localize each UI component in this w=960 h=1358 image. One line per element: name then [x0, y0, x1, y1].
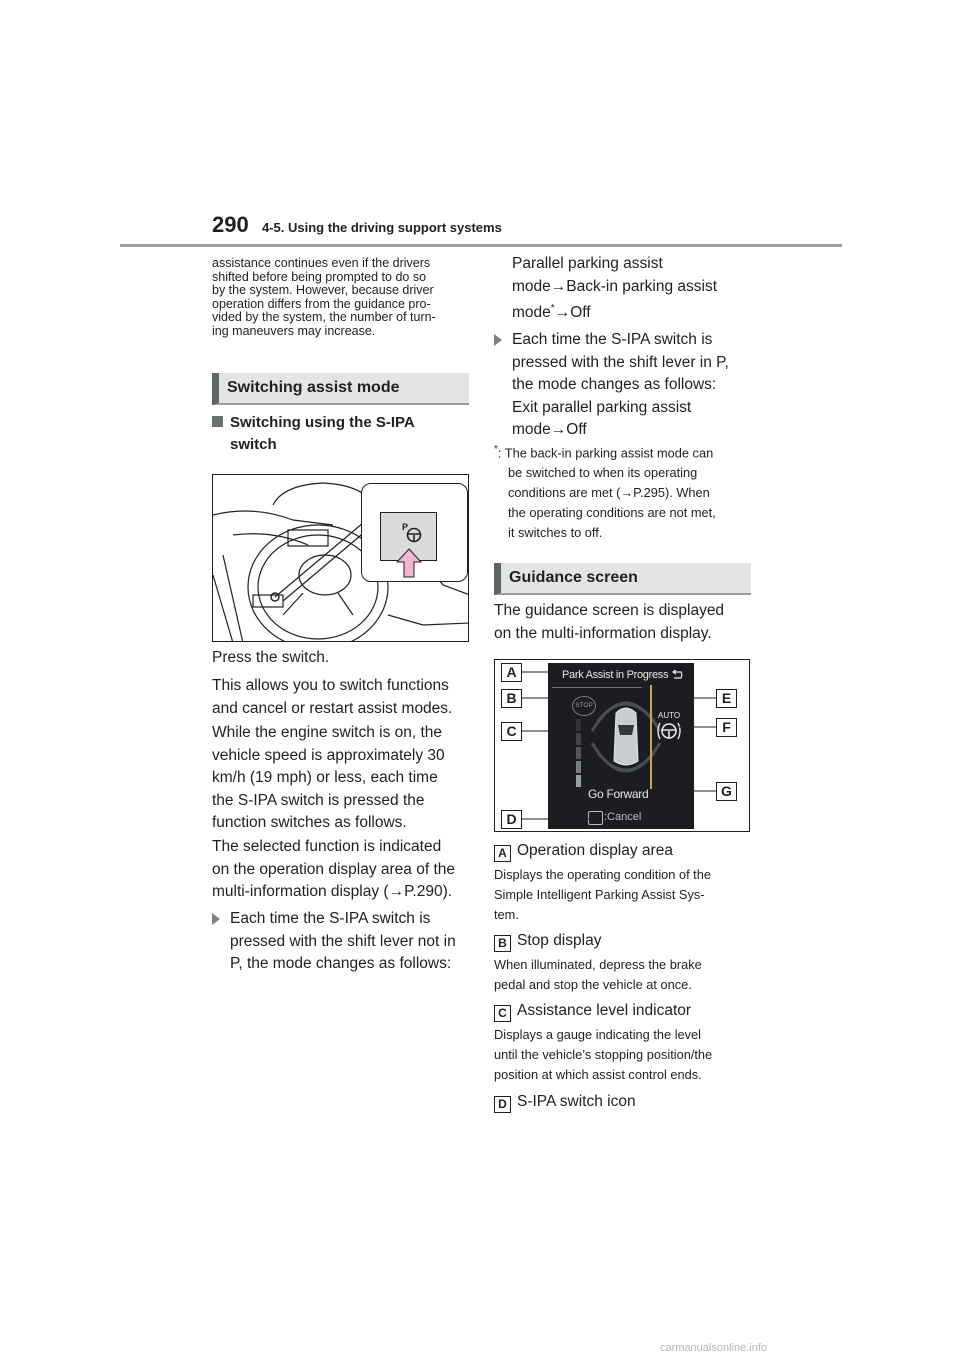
text-line: The selected function is indicated [212, 838, 442, 855]
subheading-line: Switching using the S-IPA [230, 414, 415, 431]
legend-title: Assistance level indicator [517, 1002, 692, 1019]
text-line: P, the mode changes as follows: [230, 955, 452, 972]
text-line: be switched to when its operating [508, 465, 698, 481]
text-line: and cancel or restart assist modes. [212, 699, 453, 717]
header-divider [120, 244, 842, 247]
text-line: The guidance screen is displayed [494, 602, 725, 619]
legend-item-a [494, 840, 756, 925]
text-line: Displays the operating condition of the [494, 867, 711, 882]
switch-location-figure [212, 474, 469, 642]
text-line: Each time the S-IPA switch is [512, 331, 713, 348]
section-title-switching: Switching assist mode [212, 373, 469, 405]
text-line: pressed with the shift lever in P, [512, 353, 729, 371]
section-header-title: 4-5. Using the driving support systems [262, 220, 502, 235]
text-line: When illuminated, depress the brake [494, 957, 702, 972]
legend-title: Operation display area [517, 842, 673, 859]
text-line: Simple Intelligent Parking Assist Sys- [494, 887, 705, 902]
text-line: shifted before being prompted to do so [212, 269, 427, 284]
paragraph-switch-functions [212, 675, 474, 720]
bullet-shift-in-p [494, 329, 756, 442]
text-line: the operating conditions are not met, [508, 505, 716, 521]
text-line: tem. [494, 907, 519, 922]
bullet-shift-not-p-continued [512, 253, 762, 325]
text-line: operation differs from the guidance pro- [212, 296, 431, 311]
legend-title: S-IPA switch icon [517, 1093, 636, 1110]
pointer-arrow-icon [396, 548, 422, 578]
legend-letter: B [494, 935, 511, 952]
callout-c: C [501, 722, 522, 741]
text-line: until the vehicle’s stopping position/the [494, 1047, 713, 1062]
press-switch-text: Press the switch. [212, 649, 330, 666]
callout-b: B [501, 689, 522, 708]
text-line: vided by the system, the number of turn- [212, 310, 436, 324]
steering-wheel-icon [406, 527, 422, 543]
switch-closeup-inset [361, 483, 468, 582]
intro-paragraph [212, 257, 474, 338]
text-line: mode→Back-in parking assist [512, 277, 718, 295]
text-line: assistance continues even if the drivers [212, 256, 431, 270]
text-line: pressed with the shift lever not in [230, 932, 456, 950]
callout-a: A [501, 663, 522, 682]
text-line: This allows you to switch functions [212, 677, 449, 694]
section-title-guidance: Guidance screen [494, 563, 751, 595]
text-line: km/h (19 mph) or less, each time [212, 769, 438, 787]
text-line: function switches as follows. [212, 814, 407, 832]
paragraph-engine-switch [212, 722, 474, 835]
legend-letter: D [494, 1096, 511, 1113]
go-forward-message: Go Forward [588, 787, 649, 801]
cancel-label: :Cancel [604, 811, 642, 823]
park-assist-status: Park Assist in Progress [562, 669, 669, 681]
text-line: by the system. However, because driver [212, 283, 434, 297]
legend-item-b [494, 930, 756, 995]
page-number: 290 [212, 212, 249, 237]
text-fragment: mode [512, 304, 551, 322]
legend-title: Stop display [517, 932, 602, 949]
triangle-bullet-icon [212, 913, 220, 925]
triangle-bullet-icon [494, 334, 502, 346]
text-line: multi-information display (→P.290). [212, 883, 453, 900]
callout-leader-lines [495, 660, 751, 833]
text-line: vehicle speed is approximately 30 [212, 746, 445, 764]
stop-display: STOP [572, 696, 596, 716]
guidance-screen-figure [494, 659, 750, 832]
text-line: on the operation display area of the [212, 860, 456, 878]
text-line: conditions are met (→P.295). When [508, 485, 710, 501]
text-line: position at which assist control ends. [494, 1067, 702, 1082]
text-line: Displays a gauge indicating the level [494, 1027, 702, 1042]
text-line: While the engine switch is on, the [212, 724, 443, 741]
text-fragment: →Off [554, 304, 591, 322]
text-line: ing maneuvers may increase. [212, 323, 376, 338]
text-line: Parallel parking assist [512, 255, 663, 272]
text-line: pedal and stop the vehicle at once. [494, 977, 692, 992]
legend-letter: A [494, 845, 511, 862]
watermark: carmanualsonline.info [660, 1342, 768, 1354]
footnote [494, 440, 756, 543]
subheading-s-ipa [212, 412, 415, 456]
text-line: mode→Off [512, 421, 587, 438]
legend-item-d [494, 1091, 756, 1113]
callout-f: F [716, 718, 737, 737]
bullet-shift-not-p [212, 908, 474, 976]
text-line: it switches to off. [508, 525, 603, 541]
callout-d: D [501, 810, 522, 829]
text-line: : The back-in parking assist mode can [497, 445, 714, 461]
text-line: Each time the S-IPA switch is [230, 910, 431, 927]
text-line: the mode changes as follows: [512, 376, 717, 393]
callout-e: E [716, 689, 737, 708]
text-line: the S-IPA switch is pressed the [212, 791, 425, 809]
auto-label: AUTO [658, 711, 681, 720]
callout-g: G [716, 782, 737, 801]
text-line: on the multi-information display. [494, 624, 712, 642]
footnote-marker: * [550, 303, 555, 314]
legend-item-c [494, 1000, 756, 1085]
switch-p-label: P [402, 522, 409, 532]
subheading-line: switch [230, 436, 277, 453]
square-bullet-icon [212, 416, 223, 427]
footnote-marker: * [494, 444, 498, 455]
paragraph-selected-function [212, 836, 474, 904]
guidance-intro [494, 600, 756, 645]
legend-letter: C [494, 1005, 511, 1022]
text-line: Exit parallel parking assist [512, 398, 692, 416]
